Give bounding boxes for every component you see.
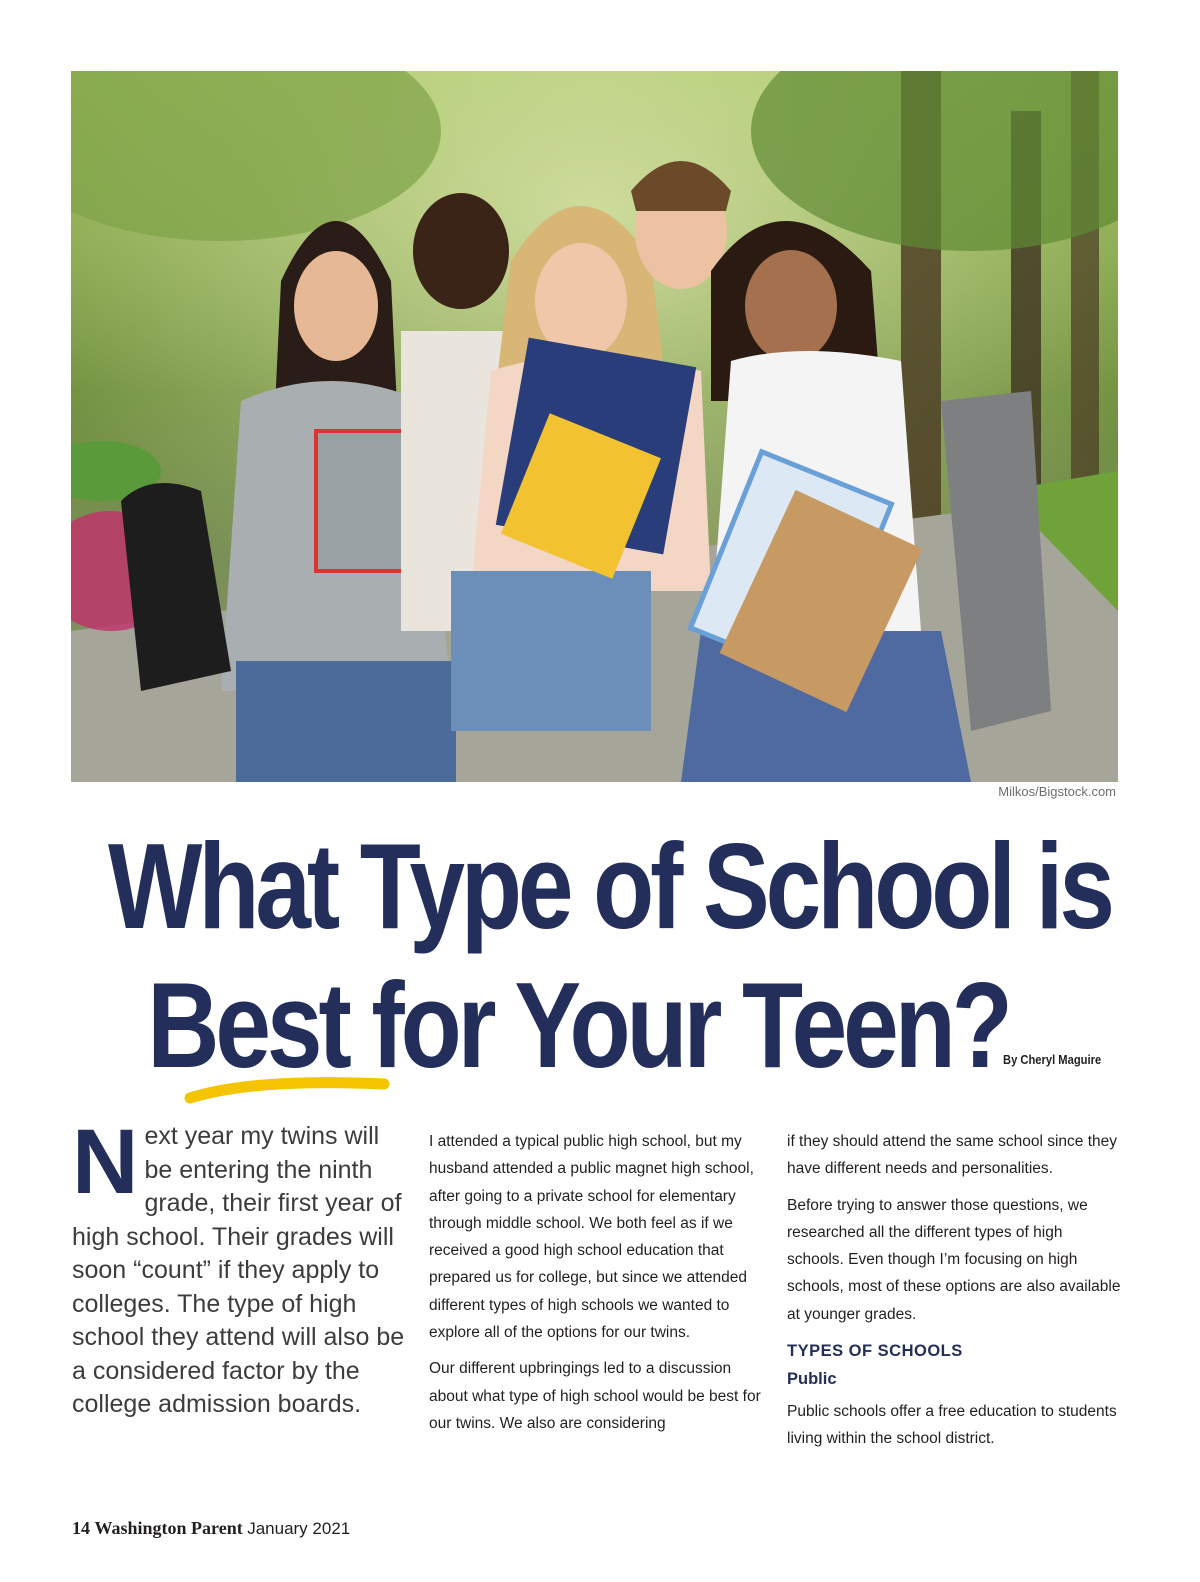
yellow-underline-swash — [184, 1072, 394, 1108]
author-byline: By Cheryl Maguire — [1003, 1052, 1102, 1067]
body-paragraph: Before trying to answer those questions, we researched all the different types of high schools. Even though I’m focusing on high schools, most of these options are also available at younger grades. — [787, 1196, 1121, 1323]
headline-line-2: Best for Your Teen? — [147, 957, 1009, 1093]
body-paragraph: Our different upbringings led to a discussion about what type of high school would be best for our twins. We also are considering — [429, 1360, 761, 1432]
intro-text: ext year my twins will be entering the ninth grade, their first year of high school. Their grades will soon “count” if they apply to colleges. The type of high school they attend will also be a considered factor by the college admission boards. — [72, 1122, 405, 1418]
headline-line-1: What Type of School is — [108, 818, 1111, 954]
sub-heading: Public — [787, 1370, 837, 1389]
issue-date: January 2021 — [247, 1519, 351, 1538]
body-paragraph: if they should attend the same school since they have different needs and personalities. — [787, 1133, 1118, 1178]
body-paragraph: I attended a typical public high school, but my husband attended a public magnet high school, after going to a private school for elementary through middle school. We both feel as if we received a good high school education that prepared us for college, but since we attended different types of high schools we wanted to explore all of the options for our twins. — [429, 1133, 754, 1342]
article-column-3 — [787, 1128, 1123, 1462]
page-number: 14 — [72, 1518, 90, 1538]
intro-paragraph — [72, 1111, 412, 1422]
publication-name: Washington Parent — [94, 1518, 243, 1538]
page-footer — [72, 1518, 350, 1539]
hero-photo — [71, 71, 1118, 782]
drop-cap: N — [72, 1111, 139, 1213]
students-photo-illustration — [71, 71, 1118, 782]
section-heading: TYPES OF SCHOOLS — [787, 1342, 963, 1361]
photo-credit: Milkos/Bigstock.com — [998, 784, 1116, 799]
article-column-2 — [429, 1128, 765, 1446]
body-paragraph: Public schools offer a free education to students living within the school district. — [787, 1403, 1117, 1448]
